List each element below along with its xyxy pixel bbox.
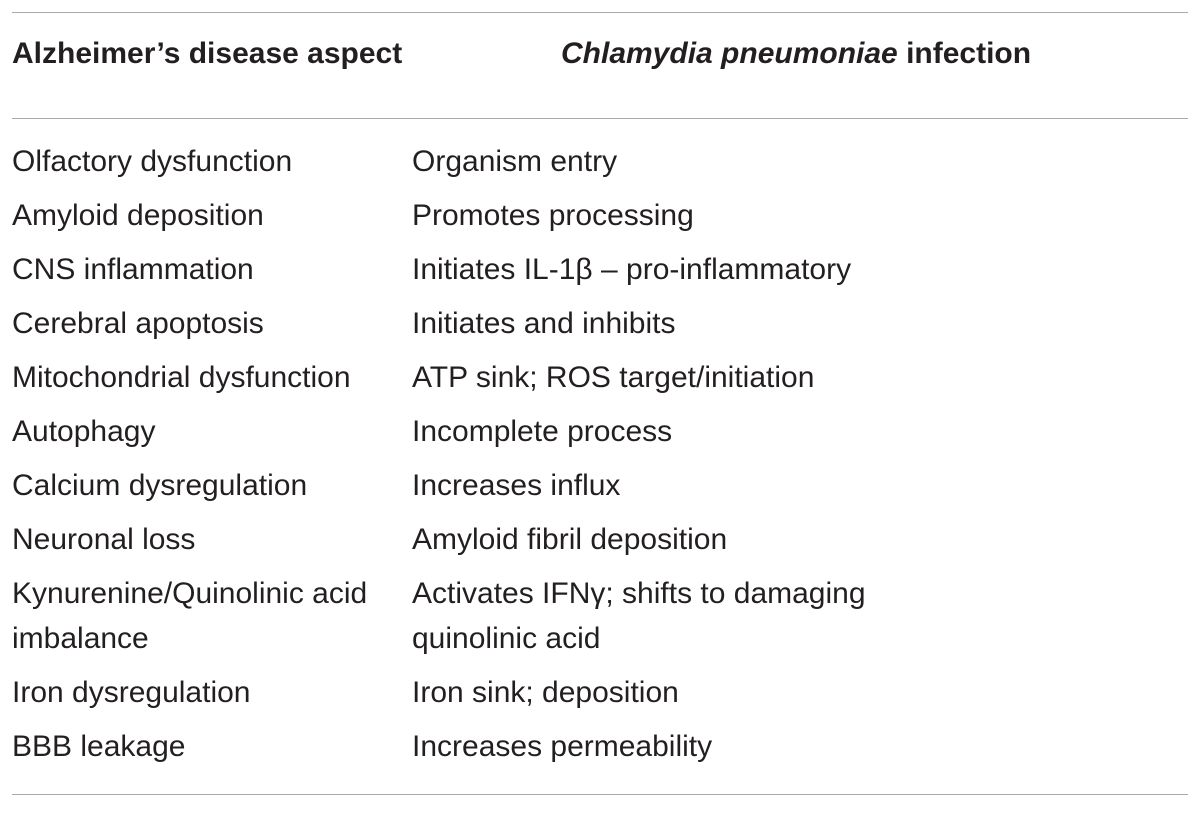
cell-chlamydia-infection: ATP sink; ROS target/initiation — [412, 361, 815, 394]
header-organism-name: Chlamydia pneumoniae — [561, 37, 898, 70]
cell-chlamydia-infection: Initiates IL-1β – pro-inflammatory — [412, 253, 852, 286]
cell-alzheimers-aspect: Calcium dysregulation — [12, 469, 308, 502]
cell-alzheimers-aspect: Iron dysregulation — [12, 676, 251, 709]
cell-chlamydia-infection: Incomplete process — [412, 415, 673, 448]
cell-alzheimers-aspect: Mitochondrial dysfunction — [12, 361, 351, 394]
cell-chlamydia-infection: Activates IFNγ; shifts to damaging quinolinic acid — [412, 577, 866, 655]
table-row — [12, 301, 1188, 355]
header-chlamydia-infection — [561, 32, 1188, 118]
comparison-table — [12, 12, 1188, 795]
table-row — [12, 670, 1188, 724]
cell-chlamydia-infection: Increases influx — [412, 469, 621, 502]
cell-alzheimers-aspect: BBB leakage — [12, 730, 186, 763]
table-body — [12, 119, 1188, 794]
header-alzheimers-aspect: Alzheimer’s disease aspect — [12, 37, 403, 70]
cell-chlamydia-infection: Amyloid fibril deposition — [412, 523, 728, 556]
cell-chlamydia-infection: Organism entry — [412, 145, 618, 178]
table-row — [12, 463, 1188, 517]
table-row — [12, 193, 1188, 247]
cell-chlamydia-infection: Initiates and inhibits — [412, 307, 676, 340]
cell-alzheimers-aspect: Autophagy — [12, 415, 156, 448]
header-infection-suffix: infection — [897, 37, 1032, 70]
cell-alzheimers-aspect: Olfactory dysfunction — [12, 145, 293, 178]
cell-alzheimers-aspect: Neuronal loss — [12, 523, 196, 556]
table-row — [12, 355, 1188, 409]
table-row — [12, 724, 1188, 778]
cell-chlamydia-infection: Increases permeability — [412, 730, 713, 763]
table-row — [12, 139, 1188, 193]
table-row — [12, 517, 1188, 571]
cell-alzheimers-aspect: Amyloid deposition — [12, 199, 264, 232]
table-row — [12, 571, 1188, 670]
table-row — [12, 409, 1188, 463]
cell-chlamydia-infection: Iron sink; deposition — [412, 676, 679, 709]
table-bottom-rule — [12, 794, 1188, 795]
cell-alzheimers-aspect: CNS inflammation — [12, 253, 254, 286]
cell-alzheimers-aspect: Cerebral apoptosis — [12, 307, 264, 340]
table-row — [12, 247, 1188, 301]
cell-chlamydia-infection: Promotes processing — [412, 199, 694, 232]
cell-alzheimers-aspect: Kynurenine/Quinolinic acid imbalance — [12, 577, 368, 655]
table-header-row — [12, 13, 1188, 118]
